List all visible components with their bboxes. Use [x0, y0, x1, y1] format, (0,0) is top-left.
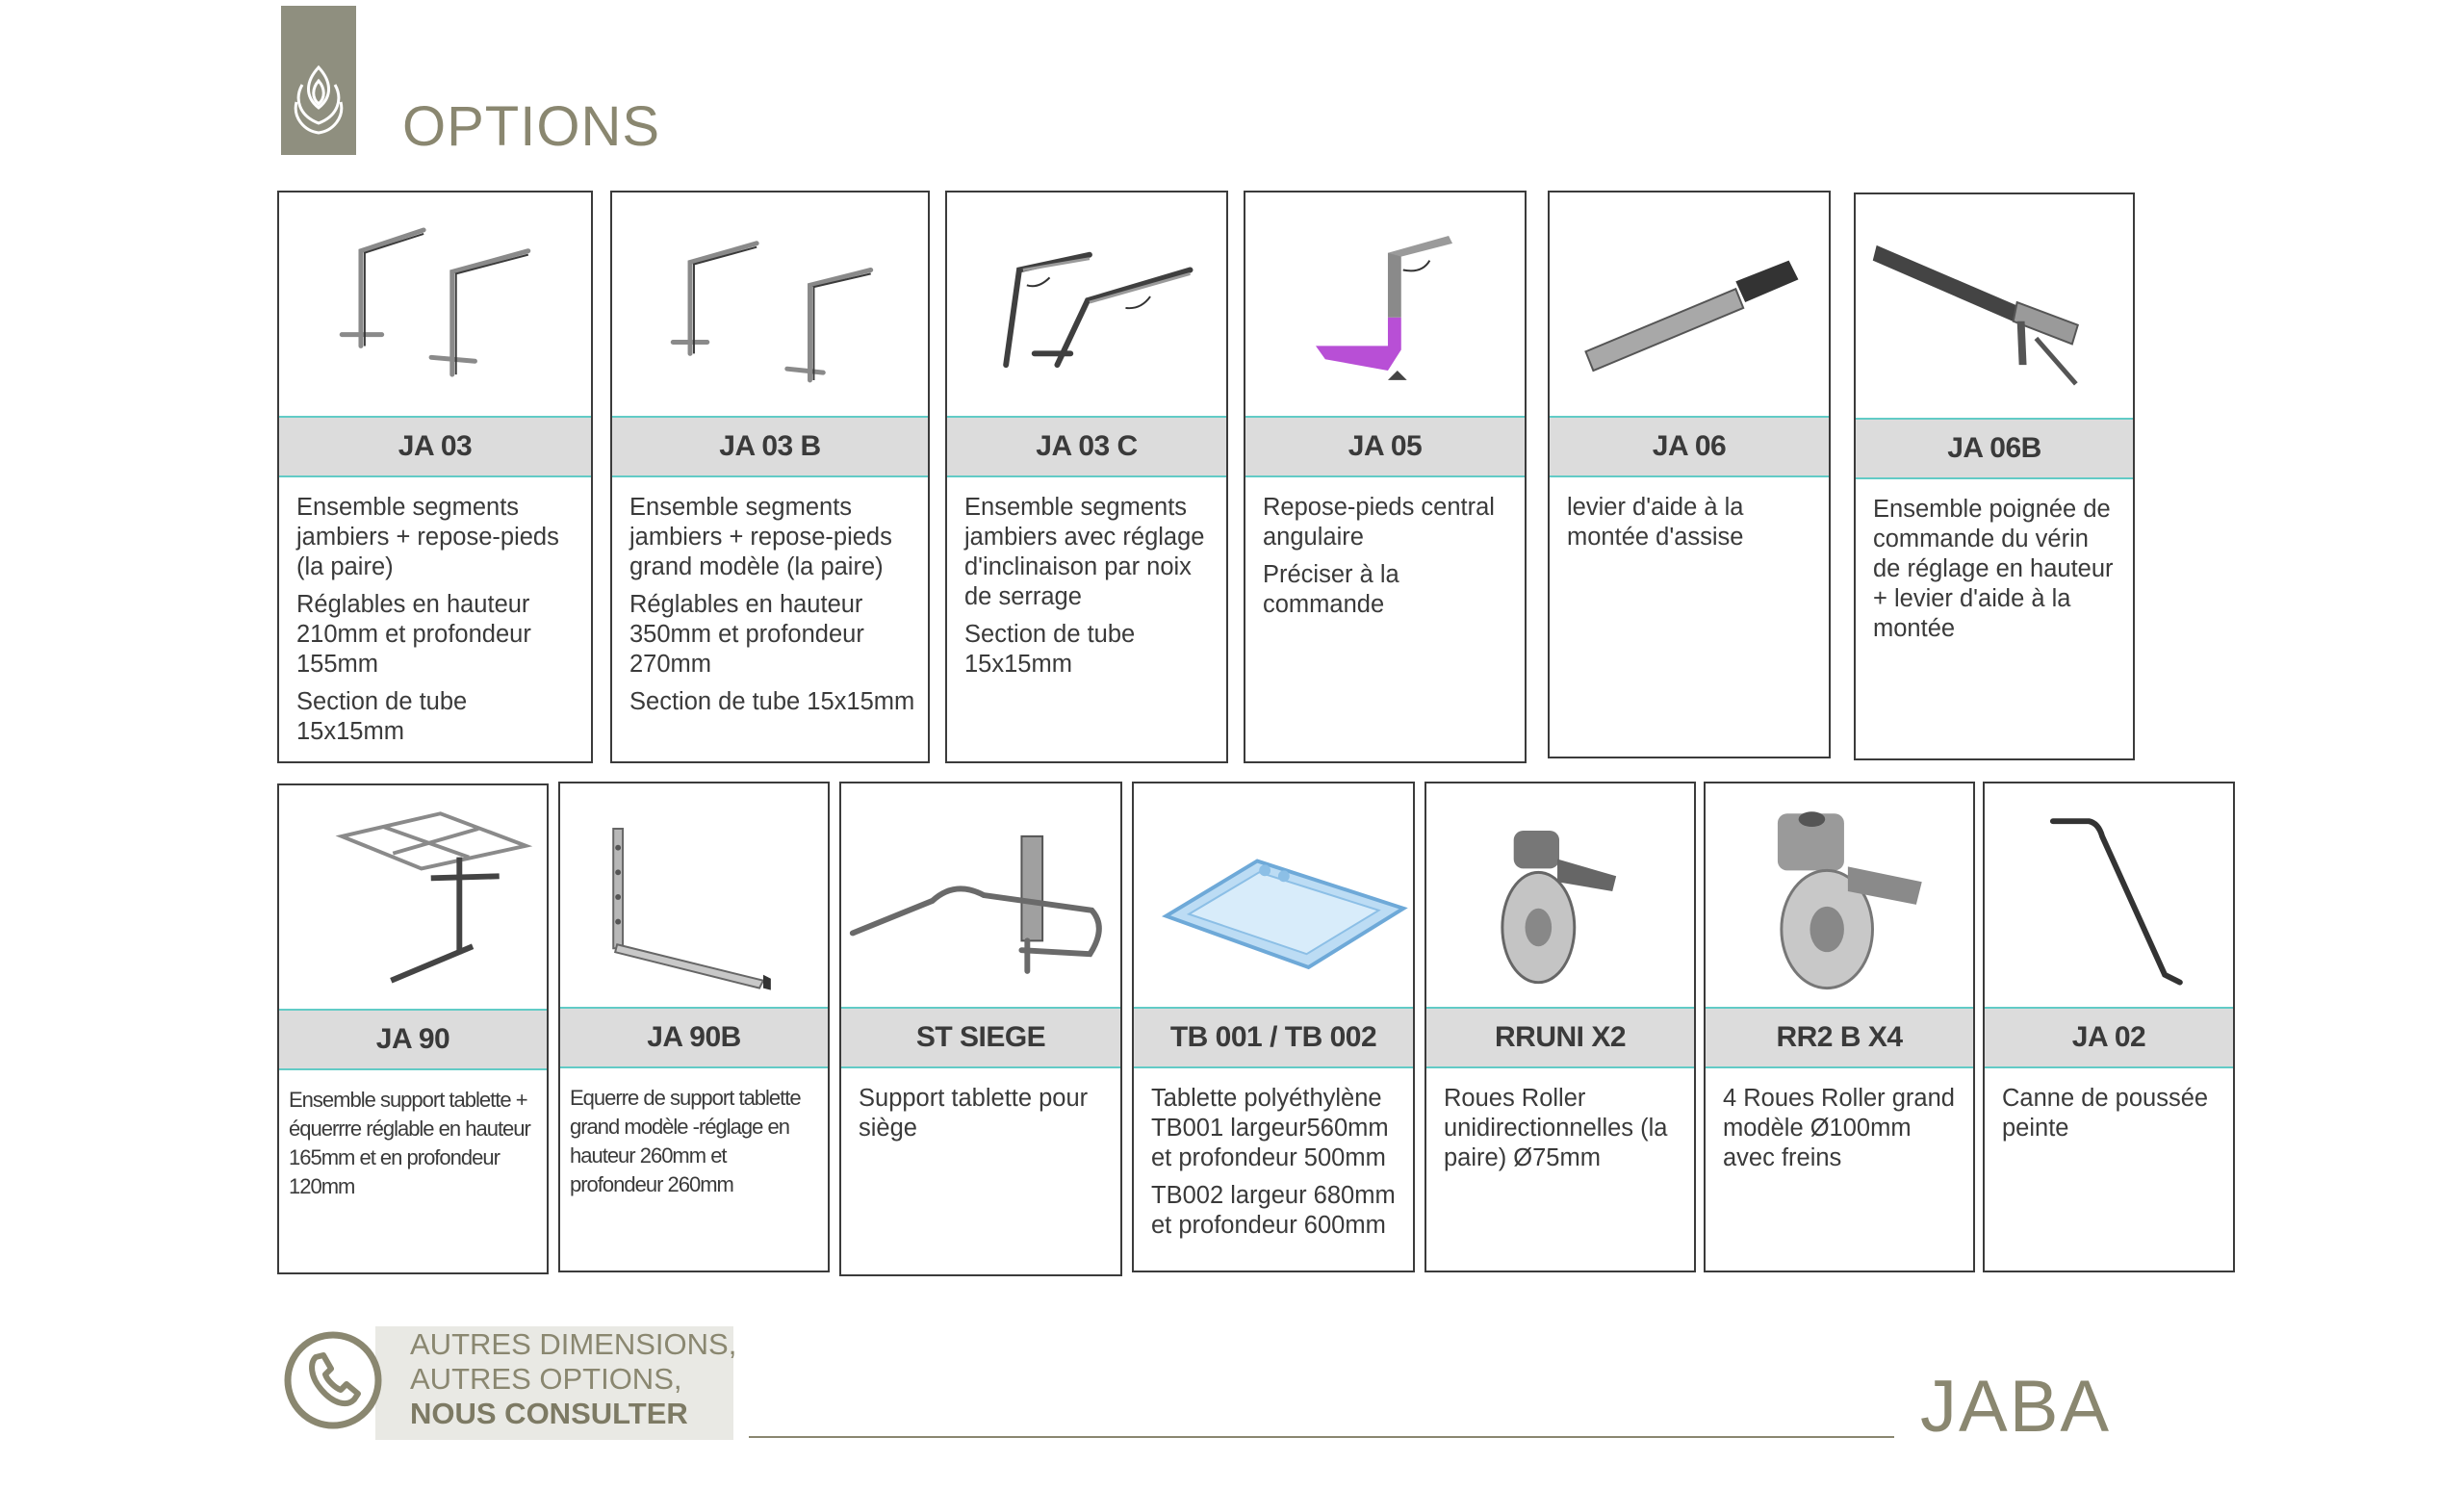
option-code: JA 03 C: [947, 416, 1226, 477]
option-code: JA 06: [1550, 416, 1829, 477]
desc-line: Tablette polyéthylène TB001 largeur560mm et profondeur 500mm: [1151, 1085, 1389, 1171]
desc-line: Equerre de support tablette grand modèle -réglage en hauteur 260mm et profondeur 260mm: [570, 1086, 801, 1196]
desc-line: Réglables en hauteur 210mm et profondeur 155mm: [296, 591, 531, 678]
contact-line: AUTRES OPTIONS,: [410, 1362, 682, 1396]
option-card-ja05[interactable]: [1244, 191, 1527, 763]
option-card-tb001-tb002[interactable]: [1132, 782, 1415, 1272]
desc-line: Réglables en hauteur 350mm et profondeur 270mm: [629, 591, 864, 678]
desc-line: Repose-pieds central angulaire: [1263, 494, 1495, 551]
option-code: JA 03 B: [612, 416, 928, 477]
option-code: JA 90B: [560, 1007, 828, 1068]
brand-logo: [281, 6, 356, 155]
option-description: [859, 1084, 1109, 1151]
option-card-ja03b[interactable]: [610, 191, 930, 763]
option-description: [570, 1084, 816, 1207]
option-description: [1567, 493, 1817, 560]
option-code: JA 05: [1245, 416, 1525, 477]
product-image-ja03c: [947, 193, 1226, 416]
desc-line: Section de tube 15x15mm: [964, 621, 1136, 678]
product-image-rruni: [1426, 783, 1694, 1007]
option-description: [1723, 1084, 1962, 1181]
desc-line: Préciser à la commande: [1263, 561, 1399, 618]
option-code: JA 90: [279, 1009, 547, 1070]
contact-line: AUTRES DIMENSIONS,: [410, 1327, 737, 1361]
option-card-rruni[interactable]: [1424, 782, 1696, 1272]
option-card-ja90[interactable]: [277, 783, 549, 1274]
desc-line: 4 Roues Roller grand modèle Ø100mm avec freins: [1723, 1085, 1955, 1171]
phone-icon: [283, 1330, 383, 1430]
product-image-tb001-tb002: [1134, 783, 1413, 1007]
brand-name: JABA: [1920, 1366, 2112, 1448]
page-title: OPTIONS: [402, 95, 661, 158]
desc-line: Canne de poussée peinte: [2002, 1085, 2209, 1142]
option-card-st-siege[interactable]: [839, 782, 1122, 1276]
desc-line: Ensemble segments jambiers + repose-pieds (la paire): [296, 494, 559, 580]
option-card-ja06[interactable]: [1548, 191, 1831, 758]
desc-line: Ensemble segments jambiers avec réglage d'inclinaison par noix de serrage: [964, 494, 1205, 610]
desc-line: levier d'aide à la montée d'assise: [1567, 494, 1744, 551]
desc-line: Section de tube 15x15mm: [296, 688, 468, 745]
option-card-ja03[interactable]: [277, 191, 593, 763]
option-card-rr2b[interactable]: [1704, 782, 1975, 1272]
option-card-ja90b[interactable]: [558, 782, 830, 1272]
product-image-rr2b: [1706, 783, 1973, 1007]
option-description: [1873, 495, 2121, 652]
product-image-ja03: [279, 193, 591, 416]
option-description: [964, 493, 1215, 687]
desc-line: Ensemble poignée de commande du vérin de réglage en hauteur + levier d'aide à la montée: [1873, 496, 2114, 642]
option-card-ja02[interactable]: [1983, 782, 2235, 1272]
product-image-ja06: [1550, 193, 1829, 416]
option-description: [289, 1086, 535, 1209]
contact-text: [410, 1327, 736, 1431]
option-code: JA 02: [1985, 1007, 2233, 1068]
desc-line: Support tablette pour siège: [859, 1085, 1089, 1142]
option-code: RR2 B X4: [1706, 1007, 1973, 1068]
option-code: RRUNI X2: [1426, 1007, 1694, 1068]
option-code: JA 03: [279, 416, 591, 477]
desc-line: Ensemble support tablette + équerrre réglable en hauteur 165mm et en profondeur 120mm: [289, 1088, 530, 1198]
product-image-ja03b: [612, 193, 928, 416]
desc-line: TB002 largeur 680mm et profondeur 600mm: [1151, 1182, 1396, 1239]
option-card-ja03c[interactable]: [945, 191, 1228, 763]
option-card-ja06b[interactable]: [1854, 193, 2135, 760]
product-image-ja90: [279, 785, 547, 1009]
desc-line: Section de tube 15x15mm: [629, 688, 915, 715]
option-code: JA 06B: [1856, 418, 2133, 479]
contact-line-bold: NOUS CONSULTER: [410, 1397, 688, 1430]
option-description: [1263, 493, 1513, 628]
lotus-logo-icon: [289, 64, 348, 139]
footer-divider: [749, 1436, 1894, 1438]
option-description: [1444, 1084, 1682, 1181]
option-code: ST SIEGE: [841, 1007, 1120, 1068]
product-image-ja90b: [560, 783, 828, 1007]
option-description: [296, 493, 579, 755]
desc-line: Ensemble segments jambiers + repose-pieds grand modèle (la paire): [629, 494, 892, 580]
option-code: TB 001 / TB 002: [1134, 1007, 1413, 1068]
option-description: [629, 493, 916, 725]
option-description: [1151, 1084, 1401, 1248]
desc-line: Roues Roller unidirectionnelles (la paire) Ø75mm: [1444, 1085, 1668, 1171]
product-image-st-siege: [841, 783, 1120, 1007]
product-image-ja06b: [1856, 194, 2133, 418]
product-image-ja02: [1985, 783, 2233, 1007]
product-image-ja05: [1245, 193, 1525, 416]
option-description: [2002, 1084, 2221, 1151]
